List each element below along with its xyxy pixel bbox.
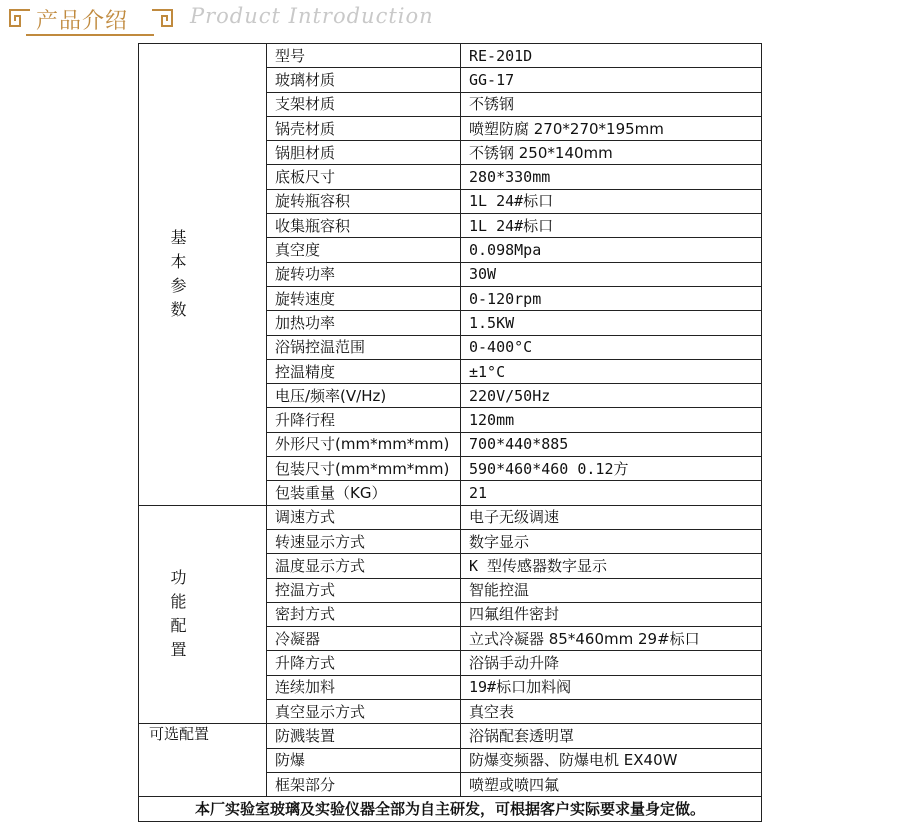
param-value: 0-400°C — [461, 335, 762, 359]
param-value: 1L 24#标口 — [461, 189, 762, 213]
param-name: 旋转速度 — [267, 286, 461, 310]
table-row — [139, 505, 762, 529]
param-name: 玻璃材质 — [267, 68, 461, 92]
param-value: 真空表 — [461, 700, 762, 724]
param-name: 型号 — [267, 44, 461, 68]
param-name: 调速方式 — [267, 505, 461, 529]
param-value: 590*460*460 0.12方 — [461, 457, 762, 481]
param-name: 外形尺寸(mm*mm*mm) — [267, 432, 461, 456]
category-cell — [139, 44, 267, 506]
param-name: 连续加料 — [267, 675, 461, 699]
param-name: 防溅装置 — [267, 724, 461, 748]
param-name: 真空显示方式 — [267, 700, 461, 724]
param-name: 框架部分 — [267, 772, 461, 796]
section-header — [0, 0, 900, 40]
param-name: 底板尺寸 — [267, 165, 461, 189]
fret-ornament-icon — [150, 4, 176, 30]
param-name: 旋转瓶容积 — [267, 189, 461, 213]
param-value: 0.098Mpa — [461, 238, 762, 262]
param-value: 浴锅配套透明罩 — [461, 724, 762, 748]
param-value: 浴锅手动升降 — [461, 651, 762, 675]
param-name: 真空度 — [267, 238, 461, 262]
table-row — [139, 44, 762, 68]
param-value: 19#标口加料阀 — [461, 675, 762, 699]
footer-note: 本厂实验室玻璃及实验仪器全部为自主研发，可根据客户实际要求量身定做。 — [139, 797, 762, 821]
section-subtitle: Product Introduction — [190, 4, 434, 28]
param-name: 控温方式 — [267, 578, 461, 602]
param-value: 喷塑防腐 270*270*195mm — [461, 116, 762, 140]
param-value: 智能控温 — [461, 578, 762, 602]
param-value: 四氟组件密封 — [461, 602, 762, 626]
category-label: 基本参数 — [170, 228, 187, 320]
param-name: 支架材质 — [267, 92, 461, 116]
param-name: 旋转功率 — [267, 262, 461, 286]
param-value: 1.5KW — [461, 311, 762, 335]
param-name: 温度显示方式 — [267, 554, 461, 578]
param-value: 21 — [461, 481, 762, 505]
param-value: 电子无级调速 — [461, 505, 762, 529]
category-cell — [139, 724, 267, 797]
param-value: 120mm — [461, 408, 762, 432]
table-row — [139, 724, 762, 748]
param-name: 浴锅控温范围 — [267, 335, 461, 359]
param-name: 锅胆材质 — [267, 141, 461, 165]
param-name: 包装尺寸(mm*mm*mm) — [267, 457, 461, 481]
param-name: 收集瓶容积 — [267, 214, 461, 238]
param-value: 立式冷凝器 85*460mm 29#标口 — [461, 627, 762, 651]
param-name: 电压/频率(V/Hz) — [267, 384, 461, 408]
param-name: 包装重量（KG） — [267, 481, 461, 505]
param-value: 防爆变频器、防爆电机 EX40W — [461, 748, 762, 772]
param-value: RE-201D — [461, 44, 762, 68]
spec-table — [138, 43, 762, 822]
footer-row — [139, 797, 762, 821]
param-value: 喷塑或喷四氟 — [461, 772, 762, 796]
section-title: 产品介绍 — [36, 9, 129, 34]
param-value: GG-17 — [461, 68, 762, 92]
category-label: 功能配置 — [170, 568, 187, 660]
param-name: 密封方式 — [267, 602, 461, 626]
param-name: 加热功率 — [267, 311, 461, 335]
param-value: 不锈钢 250*140mm — [461, 141, 762, 165]
param-value: K 型传感器数字显示 — [461, 554, 762, 578]
param-value: 0-120rpm — [461, 286, 762, 310]
category-cell — [139, 505, 267, 724]
param-name: 升降方式 — [267, 651, 461, 675]
category-label: 可选配置 — [149, 725, 210, 744]
param-value: 数字显示 — [461, 529, 762, 553]
param-value: 30W — [461, 262, 762, 286]
param-value: ±1°C — [461, 359, 762, 383]
param-name: 冷凝器 — [267, 627, 461, 651]
param-name: 防爆 — [267, 748, 461, 772]
param-value: 不锈钢 — [461, 92, 762, 116]
param-name: 控温精度 — [267, 359, 461, 383]
param-name: 转速显示方式 — [267, 529, 461, 553]
param-value: 220V/50Hz — [461, 384, 762, 408]
param-value: 280*330mm — [461, 165, 762, 189]
param-name: 升降行程 — [267, 408, 461, 432]
param-value: 1L 24#标口 — [461, 214, 762, 238]
param-name: 锅壳材质 — [267, 116, 461, 140]
param-value: 700*440*885 — [461, 432, 762, 456]
